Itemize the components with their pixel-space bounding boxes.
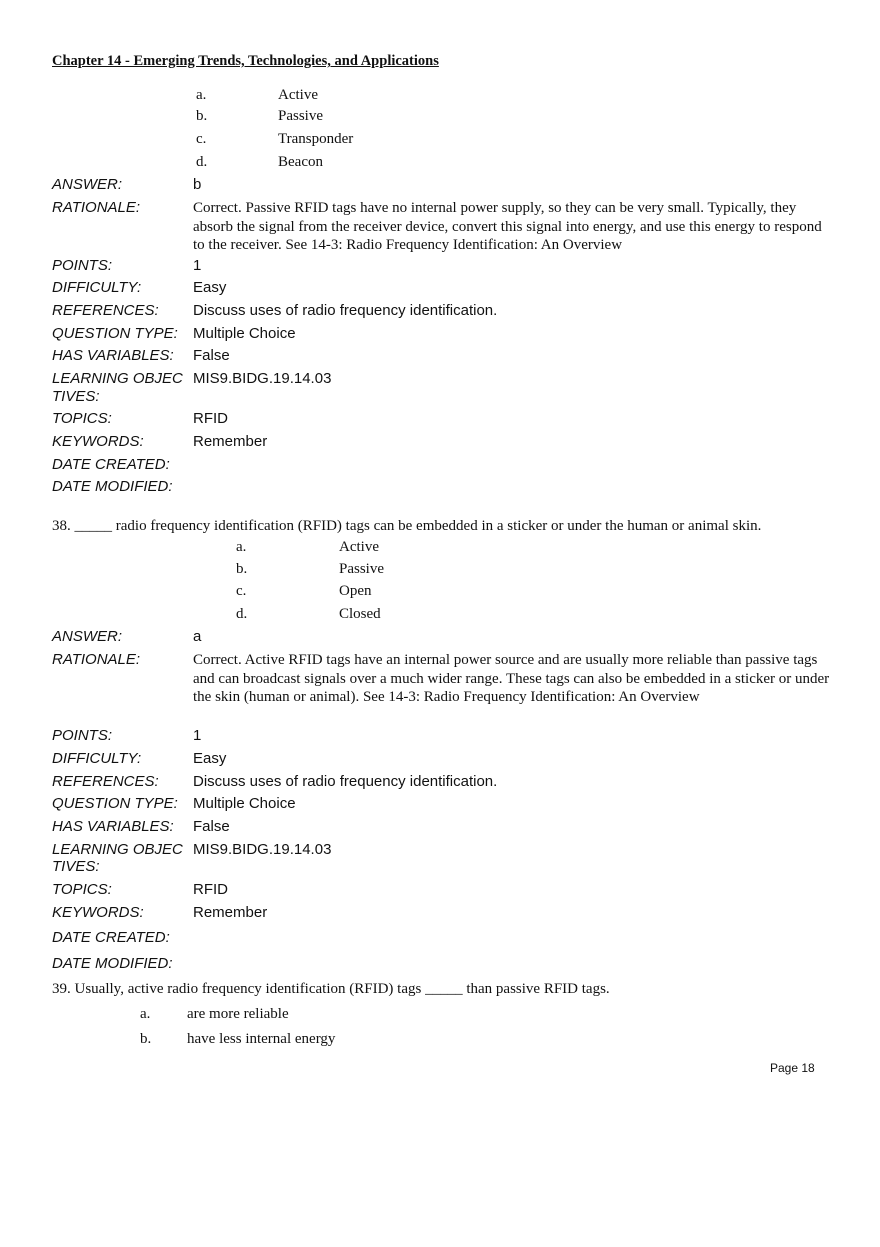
learning-objectives-label: LEARNING OBJEC bbox=[52, 841, 183, 858]
learning-objectives-label-cont: TIVES: bbox=[52, 858, 100, 875]
difficulty-label: DIFFICULTY: bbox=[52, 750, 142, 767]
references-value: Discuss uses of radio frequency identification. bbox=[193, 773, 498, 790]
answer-value: a bbox=[193, 628, 202, 645]
date-created-label: DATE CREATED: bbox=[52, 456, 170, 473]
keywords-label: KEYWORDS: bbox=[52, 433, 144, 450]
date-created-label: DATE CREATED: bbox=[52, 929, 170, 946]
option-text: Transponder bbox=[278, 131, 354, 147]
keywords-value: Remember bbox=[193, 904, 268, 921]
option-text: have less internal energy bbox=[187, 1031, 336, 1047]
option-letter: d. bbox=[196, 154, 208, 170]
topics-value: RFID bbox=[193, 410, 228, 427]
question-type-label: QUESTION TYPE: bbox=[52, 325, 178, 342]
page-number: Page 18 bbox=[770, 1061, 815, 1075]
has-variables-value: False bbox=[193, 347, 230, 364]
option-letter: b. bbox=[196, 108, 208, 124]
keywords-value: Remember bbox=[193, 433, 268, 450]
option-text: Active bbox=[278, 87, 318, 103]
option-text: Passive bbox=[339, 561, 384, 577]
has-variables-value: False bbox=[193, 818, 230, 835]
option-letter: b. bbox=[236, 561, 248, 577]
learning-objectives-label: LEARNING OBJEC bbox=[52, 370, 183, 387]
points-label: POINTS: bbox=[52, 257, 113, 274]
keywords-label: KEYWORDS: bbox=[52, 904, 144, 921]
date-modified-label: DATE MODIFIED: bbox=[52, 955, 173, 972]
references-label: REFERENCES: bbox=[52, 302, 159, 319]
question-stem: 38. _____ radio frequency identification (RFID) tags can be embedded in a sticker or under the human or animal skin. bbox=[52, 518, 762, 534]
rationale-label: RATIONALE: bbox=[52, 199, 141, 216]
learning-objectives-value: MIS9.BIDG.19.14.03 bbox=[193, 370, 332, 387]
rationale-text: Correct. Passive RFID tags have no internal power supply, so they can be very small. Typically, they absorb the signal from the receiver device, convert this signal into energy, and use this energy to respond to the receiver. See 14-3: Radio Frequency Identification: An Overview bbox=[193, 200, 822, 253]
option-letter: c. bbox=[236, 583, 247, 599]
question-type-value: Multiple Choice bbox=[193, 325, 296, 342]
learning-objectives-label-cont: TIVES: bbox=[52, 388, 100, 405]
question-type-label: QUESTION TYPE: bbox=[52, 795, 178, 812]
rationale-text: Correct. Active RFID tags have an internal power source and are usually more reliable than passive tags and can broadcast signals over a much wider range. These tags can also be embedded in a sticker or under the skin (human or animal). See 14-3: Radio Frequency Identification: An Overview bbox=[193, 652, 830, 705]
topics-label: TOPICS: bbox=[52, 410, 112, 427]
option-letter: b. bbox=[140, 1031, 152, 1047]
option-text: Passive bbox=[278, 108, 323, 124]
option-text: Active bbox=[339, 539, 379, 555]
option-text: Closed bbox=[339, 606, 381, 622]
rationale-label: RATIONALE: bbox=[52, 651, 141, 668]
option-letter: c. bbox=[196, 131, 207, 147]
learning-objectives-value: MIS9.BIDG.19.14.03 bbox=[193, 841, 332, 858]
option-text: Beacon bbox=[278, 154, 323, 170]
question-stem: 39. Usually, active radio frequency identification (RFID) tags _____ than passive RFID tags. bbox=[52, 981, 610, 997]
answer-label: ANSWER: bbox=[52, 628, 123, 645]
answer-value: b bbox=[193, 176, 202, 193]
topics-value: RFID bbox=[193, 881, 228, 898]
question-type-value: Multiple Choice bbox=[193, 795, 296, 812]
points-value: 1 bbox=[193, 257, 202, 274]
references-label: REFERENCES: bbox=[52, 773, 159, 790]
answer-label: ANSWER: bbox=[52, 176, 123, 193]
points-value: 1 bbox=[193, 727, 202, 744]
option-letter: a. bbox=[236, 539, 247, 555]
has-variables-label: HAS VARIABLES: bbox=[52, 818, 174, 835]
option-letter: a. bbox=[196, 87, 207, 103]
option-letter: a. bbox=[140, 1006, 151, 1022]
topics-label: TOPICS: bbox=[52, 881, 112, 898]
difficulty-value: Easy bbox=[193, 750, 227, 767]
chapter-title: Chapter 14 - Emerging Trends, Technologies, and Applications bbox=[52, 53, 439, 69]
difficulty-label: DIFFICULTY: bbox=[52, 279, 142, 296]
option-text: are more reliable bbox=[187, 1006, 289, 1022]
points-label: POINTS: bbox=[52, 727, 113, 744]
references-value: Discuss uses of radio frequency identification. bbox=[193, 302, 498, 319]
option-text: Open bbox=[339, 583, 372, 599]
date-modified-label: DATE MODIFIED: bbox=[52, 478, 173, 495]
has-variables-label: HAS VARIABLES: bbox=[52, 347, 174, 364]
option-letter: d. bbox=[236, 606, 248, 622]
difficulty-value: Easy bbox=[193, 279, 227, 296]
